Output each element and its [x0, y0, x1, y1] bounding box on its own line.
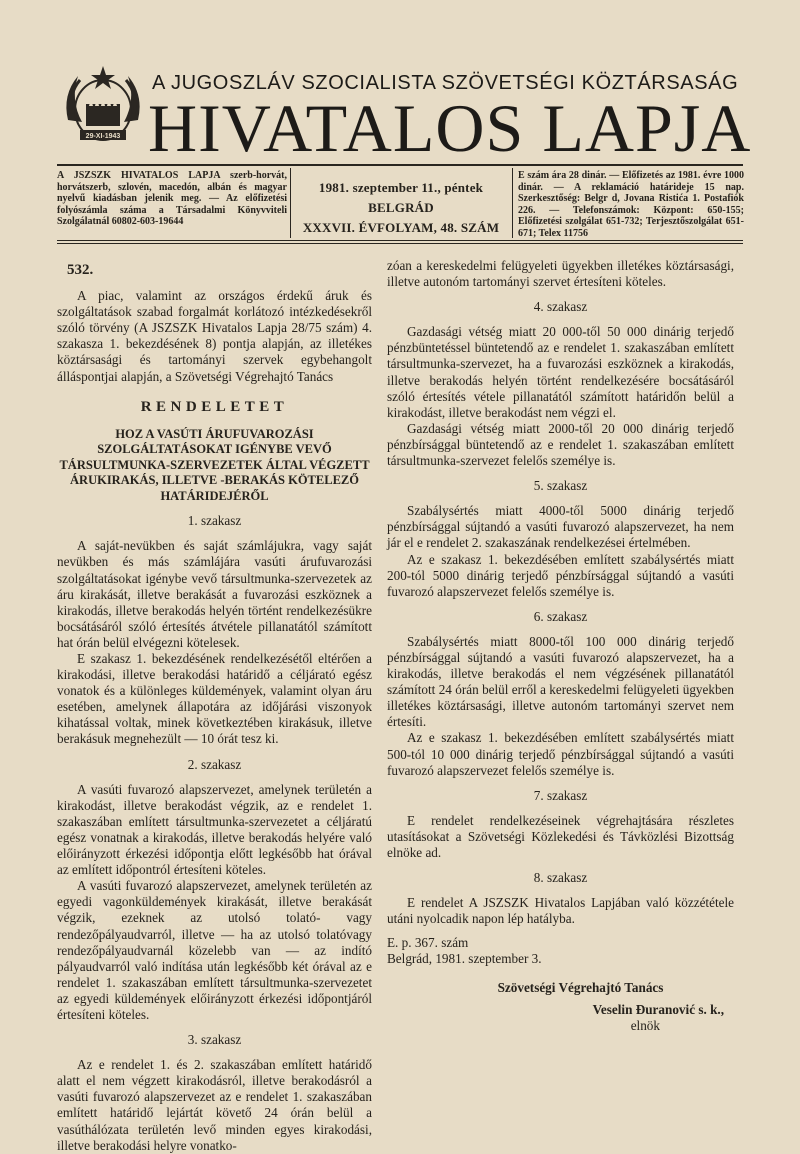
section-3-title: 3. szakasz [187, 1032, 242, 1048]
left-column [57, 258, 372, 1154]
section-4-para-2: Gazdasági vétség miatt 2000-től 20 000 dinárig terjedő pénzbírsággal büntetendő az e rendelet 1. szakaszában említett társultmunka-szervezet felelős személye is. [387, 420, 734, 469]
bottom-rule-2 [57, 243, 743, 244]
subscription-info: A JSZSZK HIVATALOS LAPJA szerb-horvát, horvátszerb, szlovén, macedón, albán és magyar nyelvű kiadásban jelenik meg. — Az előfizetési folyószámla száma a Társadalmi Könyvviteli Szolgálatnál 60802-603-19644 [57, 170, 287, 227]
section-8-title: 8. szakasz [533, 870, 588, 886]
issue-number: XXXVII. ÉVFOLYAM, 48. SZÁM [302, 220, 500, 235]
section-3-para-1: Az e rendelet 1. és 2. szakaszában említett határidő alatt el nem végzett kirakodásról, illetve berakodásról a vasúti fuvarozó alapszervezet az e rendelet 1. szakaszában említett határidő lejártát követő 24 órán belül a vasúthálózata területén levő minden egyes kirakodási, illetve berakodási helyre vonatko- [57, 1057, 372, 1153]
preamble: A piac, valamint az országos érdekű áruk és szolgáltatások szabad forgalmát korlátozó intézkedésekről szóló törvény (A JSZSZK Hivatalos Lapja 28/75 szám) 4. szakasza 1. bekezdésének 8) pontja alapján, az illetékes köztársasági és tartományi szervek egybehangolt álláspontjai alapján, a Szövetségi Végrehajtó Tanács [57, 288, 372, 384]
section-4-para-1: Gazdasági vétség miatt 20 000-től 50 000 dinárig terjedő pénzbüntetéssel büntetendő az e rendelet 1. szakaszában említett társultmunka-szervezet, ha a fuvarozási eszköznek a kirakodás, illetve berakodás helyén történt rendelkezésére bocsátásáról szóló értesítés vétele pillanatától számított határidőn belül a kirakodást, illetve berakodást nem végzi el. [387, 324, 734, 420]
section-6-para-2: Az e szakasz 1. bekezdésében említett szabálysértés miatt 500-tól 10 000 dinárig terjedő pénzbírsággal sújtandó a vasúti fuvarozó alapszervezet felelős személye is. [387, 730, 734, 778]
top-rule [57, 164, 743, 166]
section-2-para-2: A vasúti fuvarozó alapszervezet, amelynek területén az egyedi vagonküldemények kirakását, illetve berakását végzik, ezeknek az utolsó tolató- vagy rendezőpályaudvarról, illetve — ha az utolsó tolatóvagy rendezőpályaudvarnál közelebb van — az indító pályaudvarról való indítása után legkésőbb két órával az e rendelet 1. szakaszában említett társultmunka-szervezetet az egyedi küldemények előirányzott érkezési időpontjáról értesíteni köteles. [57, 878, 372, 1022]
section-7-title: 7. szakasz [533, 787, 588, 803]
section-5-para-2: Az e szakasz 1. bekezdésében említett szabálysértés miatt 200-tól 5000 dinárig terjedő pénzbírsággal sújtandó a vasúti fuvarozó alapszervezet felelős személye is. [387, 551, 734, 599]
signer-body: Szövetségi Végrehajtó Tanács [497, 979, 664, 995]
section-1-title: 1. szakasz [187, 513, 242, 529]
svg-text:29-XI-1943: 29-XI-1943 [85, 133, 121, 140]
section-2-title: 2. szakasz [187, 756, 242, 772]
section-8-para-1: E rendelet A JSZSZK Hivatalos Lapjában való közzététele utáni nyolcadik napon lép hatályba. [387, 895, 734, 927]
section-2-para-1: A vasúti fuvarozó alapszervezet, amelynek területén a kirakodást, illetve berakodást végzik, az e rendelet 1. szakaszában említett társultmunka-szervezetet a céljáratú egész vonatnak a kirakodás, illetve berakodás helyére való előirányzott érkezési időpontja előtt legkésőbb hat órával az említett időpontról értesíteni köteles. [57, 781, 372, 878]
reference-date: Belgrád, 1981. szeptember 3. [387, 951, 542, 967]
signer-name: Veselin Đuranović s. k., [592, 1001, 724, 1017]
signer-role: elnök [630, 1017, 660, 1033]
item-number: 532. [67, 262, 94, 278]
issue-info [292, 178, 510, 238]
issue-place: BELGRÁD [368, 200, 434, 215]
section-1-para-2: E szakasz 1. bekezdésének rendelkezésétől eltérően a kirakodási, illetve berakodási határidő a céljárató egész vonatok és a különleges küldemények, valamint olyan áru esetében, amelynek állapotára az időjárási viszonyok kihatással voltak, minek következtében kirakásuk, illetve berakásuk megnehezült — 10 órát tesz ki. [57, 651, 372, 747]
section-5-para-1: Szabálysértés miatt 4000-től 5000 dinárig terjedő pénzbírsággal sújtandó a vasúti fuvarozó alapszervezet, ha nem jár el e rendelet 2. szakaszának rendelkezései értelmében. [387, 503, 734, 551]
decree-title: HOZ A VASÚTI ÁRUFUVAROZÁSI SZOLGÁLTATÁSOKAT IGÉNYBE VEVŐ TÁRSULTMUNKA-SZERVEZETEK ÁLTAL VÉGZETT ÁRUKIRAKÁS, ILLETVE -BERAKÁS KÖTELEZŐ HATÁRIDEJÉRŐL [59, 426, 370, 503]
section-7-para-1: E rendelet rendelkezéseinek végrehajtására részletes utasításokat a Szövetségi Közlekedési és Távközlési Bizottság elnöke ad. [387, 812, 734, 860]
issue-date: 1981. szeptember 11., péntek [318, 180, 484, 195]
masthead-supertitle: A JUGOSZLÁV SZOCIALISTA SZÖVETSÉGI KÖZTÁRSASÁG [152, 72, 739, 94]
section-4-title: 4. szakasz [533, 299, 588, 315]
decree-heading: RENDELETET [140, 398, 289, 415]
state-emblem-icon [58, 60, 148, 152]
divider-left [290, 168, 291, 238]
section-5-title: 5. szakasz [533, 478, 588, 494]
price-info: E szám ára 28 dinár. — Előfizetés az 1981. évre 1000 dinár. — A reklamáció határideje 15 nap. Szerkesztőség: Belgr d, Jovana Ristića 1. Postafiók 226. — Telefonszámok: Központ: 650-155; Előfizetési szolgálat 651-732; Terjesztőszolgálat 651-671; Telex 11756 [518, 170, 744, 239]
right-column [387, 258, 734, 1034]
divider-right [512, 168, 513, 238]
section-6-title: 6. szakasz [533, 608, 588, 624]
bottom-rule [57, 240, 743, 241]
reference-number: E. p. 367. szám [387, 935, 469, 951]
section-6-para-1: Szabálysértés miatt 8000-től 100 000 dinárig terjedő pénzbírsággal sújtandó a vasúti fuvarozó alapszervezet, ha a kirakodás, illetve berakodás el nem végzésének pillanatától számított 24 órán belül erről a kereskedelmi felügyeleti ügyekben illetékes köztársasági, illetve autonóm tartományi szervet nem értesíti. [387, 633, 734, 730]
section-3-continued: zóan a kereskedelmi felügyeleti ügyekben illetékes köztársasági, illetve autonóm tartományi szervet értesíteni köteles. [387, 258, 734, 290]
masthead-title: HIVATALOS LAPJA [148, 90, 752, 166]
section-1-para-1: A saját-nevükben és saját számlájukra, vagy saját nevükben és más számlájára vasúti árufuvarozási szolgáltatásokat igénybe vevő társultmunka-szervezetek az áru kirakását, illetve berakását a fuvarozási eszköznek a kirakodás, illetve berakodás helyén történt rendelkezésükre bocsátásáról szóló értesítés átvétele pillanatától számított hat órán belül elvégezni kötelesek. [57, 538, 372, 650]
